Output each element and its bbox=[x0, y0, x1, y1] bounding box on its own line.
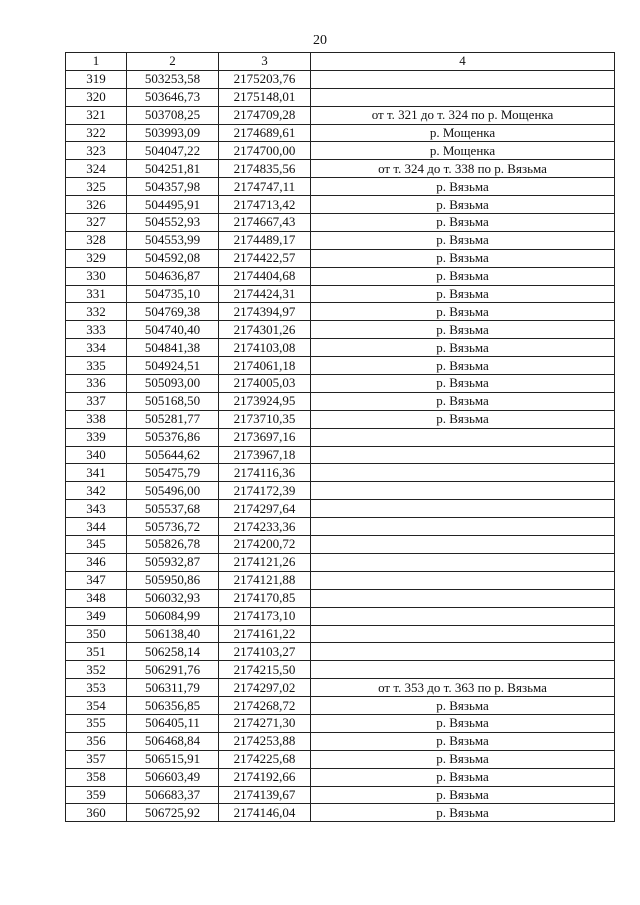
description-cell bbox=[311, 553, 615, 571]
y-coordinate-cell: 2174689,61 bbox=[219, 124, 311, 142]
description-cell bbox=[311, 643, 615, 661]
point-number-cell: 356 bbox=[66, 732, 127, 750]
table-row bbox=[66, 88, 615, 106]
description-cell bbox=[311, 571, 615, 589]
y-coordinate-cell: 2174139,67 bbox=[219, 786, 311, 804]
x-coordinate-cell: 504592,08 bbox=[127, 249, 219, 267]
point-number-cell: 322 bbox=[66, 124, 127, 142]
y-coordinate-cell: 2174005,03 bbox=[219, 375, 311, 393]
y-coordinate-cell: 2173710,35 bbox=[219, 410, 311, 428]
table-row bbox=[66, 661, 615, 679]
description-cell: р. Вязьма bbox=[311, 249, 615, 267]
description-cell: р. Вязьма bbox=[311, 339, 615, 357]
description-cell bbox=[311, 625, 615, 643]
y-coordinate-cell: 2174172,39 bbox=[219, 482, 311, 500]
x-coordinate-cell: 505093,00 bbox=[127, 375, 219, 393]
description-cell: р. Вязьма bbox=[311, 786, 615, 804]
description-cell: р. Вязьма bbox=[311, 285, 615, 303]
x-coordinate-cell: 505496,00 bbox=[127, 482, 219, 500]
table-header-row bbox=[66, 53, 615, 71]
y-coordinate-cell: 2174253,88 bbox=[219, 732, 311, 750]
x-coordinate-cell: 505168,50 bbox=[127, 392, 219, 410]
description-cell bbox=[311, 446, 615, 464]
y-coordinate-cell: 2174835,56 bbox=[219, 160, 311, 178]
table-row bbox=[66, 428, 615, 446]
table-row bbox=[66, 607, 615, 625]
point-number-cell: 335 bbox=[66, 357, 127, 375]
description-cell: р. Вязьма bbox=[311, 267, 615, 285]
y-coordinate-cell: 2174709,28 bbox=[219, 106, 311, 124]
point-number-cell: 353 bbox=[66, 679, 127, 697]
point-number-cell: 358 bbox=[66, 768, 127, 786]
description-cell: р. Вязьма bbox=[311, 714, 615, 732]
x-coordinate-cell: 506032,93 bbox=[127, 589, 219, 607]
point-number-cell: 323 bbox=[66, 142, 127, 160]
description-cell bbox=[311, 70, 615, 88]
table-row bbox=[66, 500, 615, 518]
description-cell bbox=[311, 464, 615, 482]
description-cell bbox=[311, 661, 615, 679]
description-cell: р. Мощенка bbox=[311, 124, 615, 142]
description-cell: р. Вязьма bbox=[311, 750, 615, 768]
description-cell: р. Вязьма bbox=[311, 321, 615, 339]
table-row bbox=[66, 536, 615, 554]
x-coordinate-cell: 504636,87 bbox=[127, 267, 219, 285]
x-coordinate-cell: 504357,98 bbox=[127, 178, 219, 196]
description-cell: р. Вязьма bbox=[311, 196, 615, 214]
y-coordinate-cell: 2174489,17 bbox=[219, 231, 311, 249]
x-coordinate-cell: 504740,40 bbox=[127, 321, 219, 339]
page-number: 20 bbox=[313, 33, 327, 48]
point-number-cell: 319 bbox=[66, 70, 127, 88]
y-coordinate-cell: 2174121,88 bbox=[219, 571, 311, 589]
x-coordinate-cell: 506084,99 bbox=[127, 607, 219, 625]
table-row bbox=[66, 375, 615, 393]
table-row bbox=[66, 714, 615, 732]
y-coordinate-cell: 2174422,57 bbox=[219, 249, 311, 267]
x-coordinate-cell: 506258,14 bbox=[127, 643, 219, 661]
y-coordinate-cell: 2173697,16 bbox=[219, 428, 311, 446]
x-coordinate-cell: 503708,25 bbox=[127, 106, 219, 124]
point-number-cell: 326 bbox=[66, 196, 127, 214]
point-number-cell: 343 bbox=[66, 500, 127, 518]
table-row bbox=[66, 303, 615, 321]
description-cell: р. Вязьма bbox=[311, 697, 615, 715]
y-coordinate-cell: 2174268,72 bbox=[219, 697, 311, 715]
y-coordinate-cell: 2174215,50 bbox=[219, 661, 311, 679]
point-number-cell: 355 bbox=[66, 714, 127, 732]
description-cell bbox=[311, 589, 615, 607]
description-cell: р. Вязьма bbox=[311, 231, 615, 249]
y-coordinate-cell: 2174121,26 bbox=[219, 553, 311, 571]
table-row bbox=[66, 482, 615, 500]
point-number-cell: 328 bbox=[66, 231, 127, 249]
point-number-cell: 340 bbox=[66, 446, 127, 464]
point-number-cell: 341 bbox=[66, 464, 127, 482]
y-coordinate-cell: 2174271,30 bbox=[219, 714, 311, 732]
y-coordinate-cell: 2174404,68 bbox=[219, 267, 311, 285]
column-header-description: 4 bbox=[311, 53, 615, 71]
point-number-cell: 332 bbox=[66, 303, 127, 321]
y-coordinate-cell: 2174713,42 bbox=[219, 196, 311, 214]
table-row bbox=[66, 178, 615, 196]
x-coordinate-cell: 506138,40 bbox=[127, 625, 219, 643]
description-cell: р. Вязьма bbox=[311, 804, 615, 822]
table-row bbox=[66, 410, 615, 428]
table-row bbox=[66, 625, 615, 643]
table-row bbox=[66, 321, 615, 339]
table-row bbox=[66, 106, 615, 124]
x-coordinate-cell: 504841,38 bbox=[127, 339, 219, 357]
x-coordinate-cell: 505950,86 bbox=[127, 571, 219, 589]
y-coordinate-cell: 2174297,02 bbox=[219, 679, 311, 697]
point-number-cell: 349 bbox=[66, 607, 127, 625]
y-coordinate-cell: 2174116,36 bbox=[219, 464, 311, 482]
table-row bbox=[66, 643, 615, 661]
y-coordinate-cell: 2174103,27 bbox=[219, 643, 311, 661]
y-coordinate-cell: 2174225,68 bbox=[219, 750, 311, 768]
point-number-cell: 339 bbox=[66, 428, 127, 446]
y-coordinate-cell: 2174061,18 bbox=[219, 357, 311, 375]
point-number-cell: 347 bbox=[66, 571, 127, 589]
table-row bbox=[66, 679, 615, 697]
table-row bbox=[66, 464, 615, 482]
y-coordinate-cell: 2175148,01 bbox=[219, 88, 311, 106]
table-row bbox=[66, 446, 615, 464]
x-coordinate-cell: 505537,68 bbox=[127, 500, 219, 518]
point-number-cell: 350 bbox=[66, 625, 127, 643]
table-row bbox=[66, 267, 615, 285]
column-header-x: 2 bbox=[127, 53, 219, 71]
y-coordinate-cell: 2174297,64 bbox=[219, 500, 311, 518]
x-coordinate-cell: 505281,77 bbox=[127, 410, 219, 428]
table-row bbox=[66, 142, 615, 160]
table-row bbox=[66, 124, 615, 142]
x-coordinate-cell: 506311,79 bbox=[127, 679, 219, 697]
x-coordinate-cell: 504251,81 bbox=[127, 160, 219, 178]
point-number-cell: 334 bbox=[66, 339, 127, 357]
table-row bbox=[66, 518, 615, 536]
y-coordinate-cell: 2174301,26 bbox=[219, 321, 311, 339]
description-cell: р. Вязьма bbox=[311, 410, 615, 428]
x-coordinate-cell: 505376,86 bbox=[127, 428, 219, 446]
table-row bbox=[66, 357, 615, 375]
x-coordinate-cell: 505475,79 bbox=[127, 464, 219, 482]
description-cell bbox=[311, 518, 615, 536]
point-number-cell: 336 bbox=[66, 375, 127, 393]
table-row bbox=[66, 231, 615, 249]
x-coordinate-cell: 506405,11 bbox=[127, 714, 219, 732]
table-row bbox=[66, 196, 615, 214]
x-coordinate-cell: 503253,58 bbox=[127, 70, 219, 88]
x-coordinate-cell: 504553,99 bbox=[127, 231, 219, 249]
table-row bbox=[66, 768, 615, 786]
table-row bbox=[66, 589, 615, 607]
table-row bbox=[66, 339, 615, 357]
point-number-cell: 354 bbox=[66, 697, 127, 715]
x-coordinate-cell: 505826,78 bbox=[127, 536, 219, 554]
table-row bbox=[66, 70, 615, 88]
point-number-cell: 346 bbox=[66, 553, 127, 571]
table-row bbox=[66, 249, 615, 267]
description-cell: р. Вязьма bbox=[311, 375, 615, 393]
point-number-cell: 342 bbox=[66, 482, 127, 500]
y-coordinate-cell: 2174170,85 bbox=[219, 589, 311, 607]
y-coordinate-cell: 2174146,04 bbox=[219, 804, 311, 822]
x-coordinate-cell: 504495,91 bbox=[127, 196, 219, 214]
x-coordinate-cell: 506291,76 bbox=[127, 661, 219, 679]
y-coordinate-cell: 2173924,95 bbox=[219, 392, 311, 410]
point-number-cell: 327 bbox=[66, 214, 127, 232]
point-number-cell: 348 bbox=[66, 589, 127, 607]
point-number-cell: 333 bbox=[66, 321, 127, 339]
table-row bbox=[66, 750, 615, 768]
point-number-cell: 325 bbox=[66, 178, 127, 196]
point-number-cell: 359 bbox=[66, 786, 127, 804]
x-coordinate-cell: 505644,62 bbox=[127, 446, 219, 464]
table-row bbox=[66, 160, 615, 178]
description-cell: р. Вязьма bbox=[311, 357, 615, 375]
y-coordinate-cell: 2174192,66 bbox=[219, 768, 311, 786]
y-coordinate-cell: 2174161,22 bbox=[219, 625, 311, 643]
y-coordinate-cell: 2175203,76 bbox=[219, 70, 311, 88]
x-coordinate-cell: 505932,87 bbox=[127, 553, 219, 571]
x-coordinate-cell: 506683,37 bbox=[127, 786, 219, 804]
coordinates-table bbox=[65, 52, 615, 822]
description-cell bbox=[311, 500, 615, 518]
point-number-cell: 360 bbox=[66, 804, 127, 822]
description-cell: от т. 353 до т. 363 по р. Вязьма bbox=[311, 679, 615, 697]
y-coordinate-cell: 2174173,10 bbox=[219, 607, 311, 625]
description-cell bbox=[311, 428, 615, 446]
y-coordinate-cell: 2174424,31 bbox=[219, 285, 311, 303]
table-row bbox=[66, 571, 615, 589]
point-number-cell: 324 bbox=[66, 160, 127, 178]
description-cell: р. Мощенка bbox=[311, 142, 615, 160]
table-row bbox=[66, 786, 615, 804]
point-number-cell: 320 bbox=[66, 88, 127, 106]
x-coordinate-cell: 503646,73 bbox=[127, 88, 219, 106]
y-coordinate-cell: 2174103,08 bbox=[219, 339, 311, 357]
description-cell: р. Вязьма bbox=[311, 214, 615, 232]
x-coordinate-cell: 506515,91 bbox=[127, 750, 219, 768]
y-coordinate-cell: 2174700,00 bbox=[219, 142, 311, 160]
table-row bbox=[66, 553, 615, 571]
description-cell: р. Вязьма bbox=[311, 768, 615, 786]
point-number-cell: 330 bbox=[66, 267, 127, 285]
point-number-cell: 345 bbox=[66, 536, 127, 554]
description-cell: от т. 324 до т. 338 по р. Вязьма bbox=[311, 160, 615, 178]
point-number-cell: 331 bbox=[66, 285, 127, 303]
table-row bbox=[66, 392, 615, 410]
x-coordinate-cell: 503993,09 bbox=[127, 124, 219, 142]
point-number-cell: 351 bbox=[66, 643, 127, 661]
x-coordinate-cell: 506468,84 bbox=[127, 732, 219, 750]
description-cell: р. Вязьма bbox=[311, 392, 615, 410]
x-coordinate-cell: 504769,38 bbox=[127, 303, 219, 321]
point-number-cell: 338 bbox=[66, 410, 127, 428]
description-cell: р. Вязьма bbox=[311, 178, 615, 196]
x-coordinate-cell: 504924,51 bbox=[127, 357, 219, 375]
point-number-cell: 321 bbox=[66, 106, 127, 124]
table-row bbox=[66, 214, 615, 232]
column-header-y: 3 bbox=[219, 53, 311, 71]
table-row bbox=[66, 697, 615, 715]
x-coordinate-cell: 504047,22 bbox=[127, 142, 219, 160]
point-number-cell: 329 bbox=[66, 249, 127, 267]
table-row bbox=[66, 732, 615, 750]
y-coordinate-cell: 2174233,36 bbox=[219, 518, 311, 536]
x-coordinate-cell: 506725,92 bbox=[127, 804, 219, 822]
table-row bbox=[66, 804, 615, 822]
column-header-point: 1 bbox=[66, 53, 127, 71]
y-coordinate-cell: 2174200,72 bbox=[219, 536, 311, 554]
x-coordinate-cell: 504735,10 bbox=[127, 285, 219, 303]
y-coordinate-cell: 2174394,97 bbox=[219, 303, 311, 321]
coordinates-table-body bbox=[66, 53, 615, 822]
y-coordinate-cell: 2174747,11 bbox=[219, 178, 311, 196]
point-number-cell: 357 bbox=[66, 750, 127, 768]
x-coordinate-cell: 506603,49 bbox=[127, 768, 219, 786]
description-cell bbox=[311, 536, 615, 554]
description-cell bbox=[311, 482, 615, 500]
description-cell: от т. 321 до т. 324 по р. Мощенка bbox=[311, 106, 615, 124]
point-number-cell: 337 bbox=[66, 392, 127, 410]
description-cell: р. Вязьма bbox=[311, 732, 615, 750]
x-coordinate-cell: 504552,93 bbox=[127, 214, 219, 232]
point-number-cell: 344 bbox=[66, 518, 127, 536]
description-cell bbox=[311, 607, 615, 625]
table-row bbox=[66, 285, 615, 303]
y-coordinate-cell: 2173967,18 bbox=[219, 446, 311, 464]
description-cell: р. Вязьма bbox=[311, 303, 615, 321]
x-coordinate-cell: 506356,85 bbox=[127, 697, 219, 715]
description-cell bbox=[311, 88, 615, 106]
y-coordinate-cell: 2174667,43 bbox=[219, 214, 311, 232]
point-number-cell: 352 bbox=[66, 661, 127, 679]
x-coordinate-cell: 505736,72 bbox=[127, 518, 219, 536]
